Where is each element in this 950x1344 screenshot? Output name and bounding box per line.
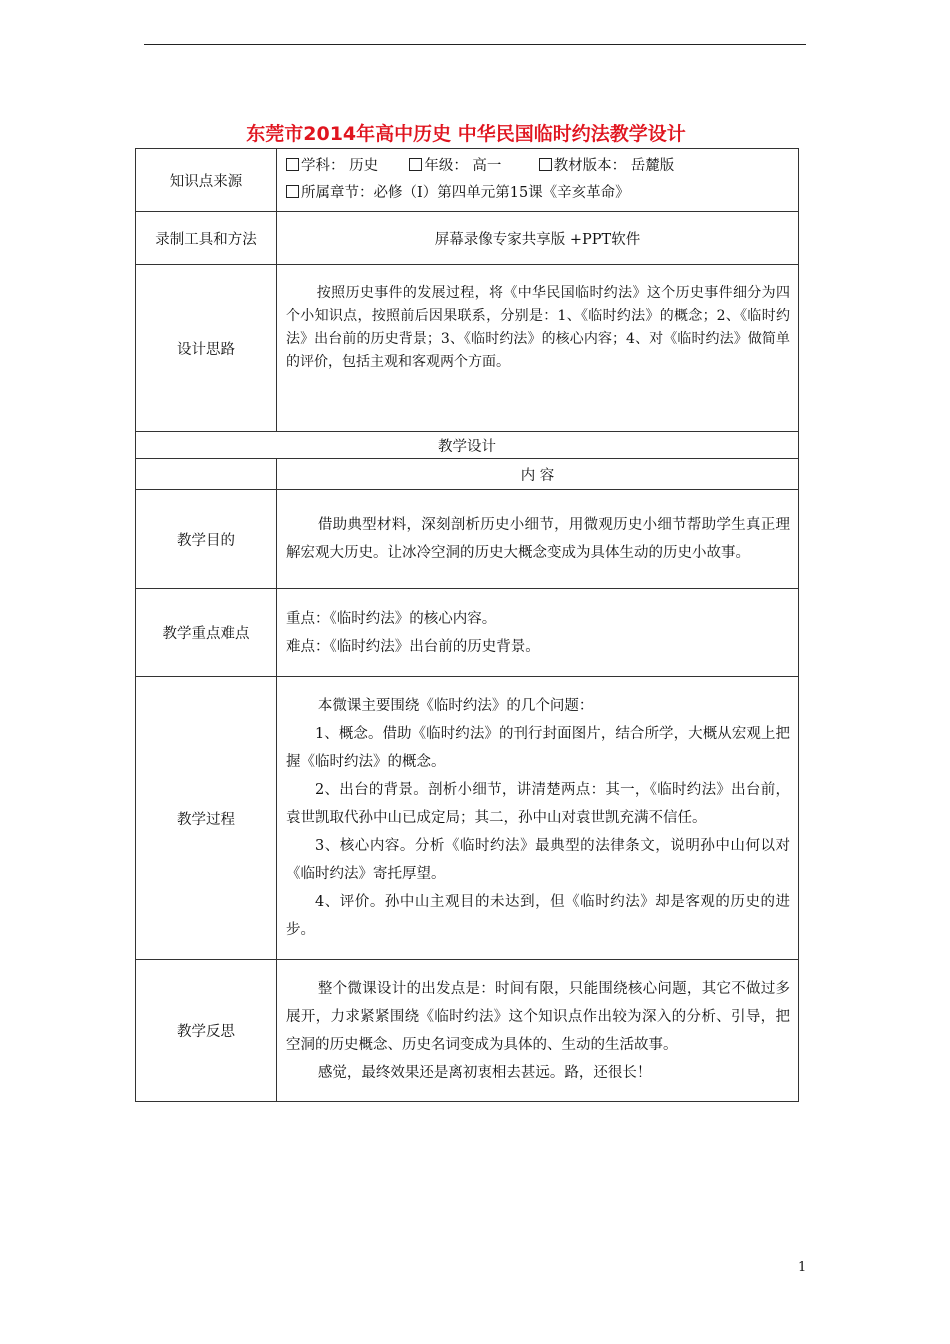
label-goal: 教学目的 [136,490,277,589]
key-point-focus: 重点：《临时约法》的核心内容。 [286,610,497,627]
process-item-4: 4、评价。孙中山主观目的未达到，但《临时约法》却是客观的历史的进步。 [286,894,790,938]
subject-field: 学科： 历史 [301,158,379,174]
row-design-idea [136,265,799,432]
process-item-3: 3、核心内容。分析《临时约法》最典型的法律条文，说明孙中山何以对《临时约法》寄托厚望。 [286,838,790,882]
process-item-2: 2、出台的背景。剖析小细节，讲清楚两点：其一，《临时约法》出台前，袁世凯取代孙中山已成定局；其二，孙中山对袁世凯充满不信任。 [286,782,790,826]
value-source [277,149,799,212]
source-line-1 [286,153,790,180]
row-reflection [136,960,799,1102]
content-header: 内 容 [277,459,799,490]
row-section-header [136,432,799,459]
edition-field: 教材版本： 岳麓版 [553,158,675,174]
process-item-1: 1、概念。借助《临时约法》的刊行封面图片，结合所学，大概从宏观上把握《临时约法》的概念。 [286,726,790,770]
grade-field: 年级： 高一 [424,158,502,174]
label-design-idea: 设计思路 [136,265,277,432]
empty-header-cell [136,459,277,490]
row-tools [136,212,799,265]
lesson-design-table [135,148,799,1102]
reflection-text-1: 整个微课设计的出发点是：时间有限，只能围绕核心问题，其它不做过多展开，力求紧紧围绕《临时约法》这个知识点作出较为深入的分析、引导，把空洞的历史概念、历史名词变成为具体的、生动的生活故事。 [286,980,790,1053]
checkbox-icon [409,158,422,171]
label-process: 教学过程 [136,677,277,960]
checkbox-icon [539,158,552,171]
row-source [136,149,799,212]
checkbox-icon [286,185,299,198]
checkbox-icon [286,158,299,171]
label-reflection: 教学反思 [136,960,277,1102]
key-point-difficulty: 难点：《临时约法》出台前的历史背景。 [286,638,540,655]
design-idea-text: 按照历史事件的发展过程，将《中华民国临时约法》这个历史事件细分为四个小知识点，按照前后因果联系，分别是：1、《临时约法》的概念；2、《临时约法》出台前的历史背景；3、《临时约法》的核心内容；4、对《临时约法》做简单的评价，包括主观和客观两个方面。 [286,285,790,370]
source-line-2 [286,180,790,207]
label-key-points: 教学重点难点 [136,589,277,677]
section-header: 教学设计 [136,432,799,459]
row-content-header [136,459,799,490]
row-goal [136,490,799,589]
value-tools: 屏幕录像专家共享版 +PPT软件 [277,212,799,265]
row-process [136,677,799,960]
label-tools: 录制工具和方法 [136,212,277,265]
row-key-points [136,589,799,677]
reflection-text-2: 感觉，最终效果还是离初衷相去甚远。路，还很长！ [317,1064,652,1081]
page-number: 1 [798,1260,807,1275]
label-source: 知识点来源 [136,149,277,212]
chapter-field: 所属章节：必修（Ⅰ）第四单元第15课《辛亥革命》 [301,185,630,201]
goal-text: 借助典型材料，深刻剖析历史小细节，用微观历史小细节帮助学生真正理解宏观大历史。让冰冷空洞的历史大概念变成为具体生动的历史小故事。 [286,517,790,561]
header-rule [144,44,806,45]
document-title: 东莞市2014年高中历史 中华民国临时约法教学设计 [246,123,686,145]
process-intro: 本微课主要围绕《临时约法》的几个问题： [317,698,594,714]
